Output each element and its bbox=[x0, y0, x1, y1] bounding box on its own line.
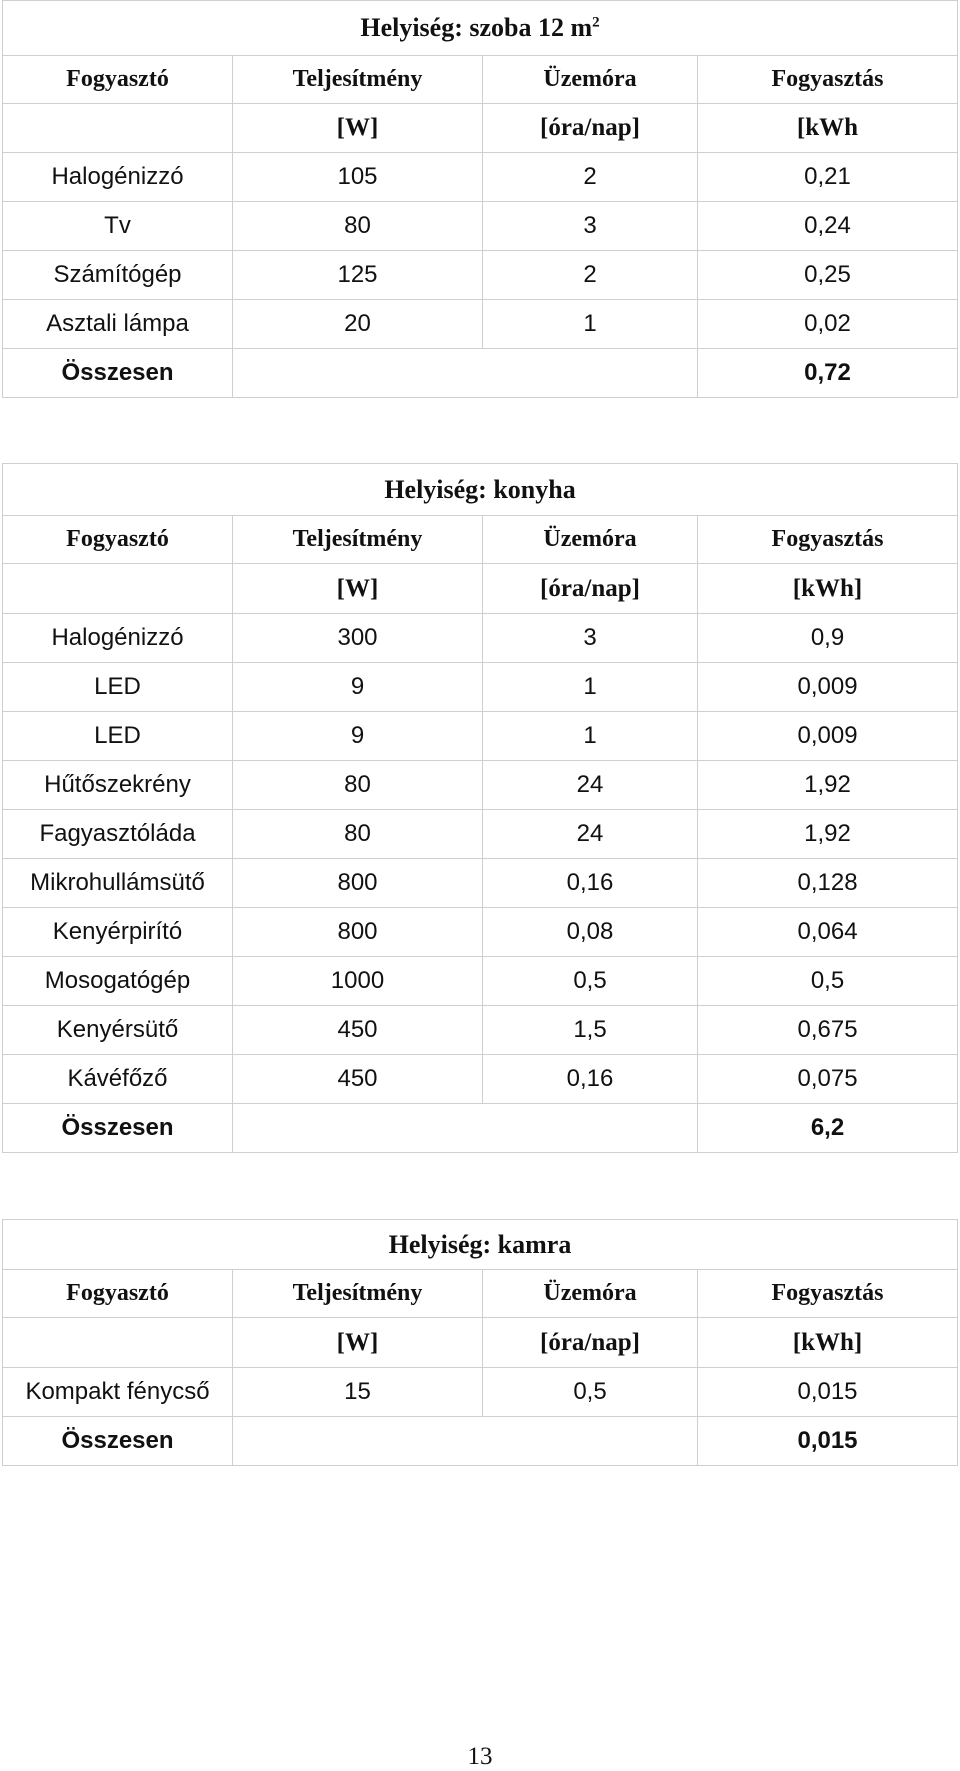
cell-power: 300 bbox=[233, 614, 483, 663]
header-teljesitmeny: Teljesítmény bbox=[233, 1270, 483, 1318]
cell-power: 80 bbox=[233, 761, 483, 810]
header-uzemora: Üzemóra bbox=[483, 516, 698, 564]
header-fogyaszto: Fogyasztó bbox=[3, 56, 233, 104]
unit-empty bbox=[3, 564, 233, 614]
total-value: 0,72 bbox=[698, 349, 958, 398]
header-uzemora: Üzemóra bbox=[483, 1270, 698, 1318]
total-empty bbox=[233, 1417, 698, 1466]
cell-hours: 0,5 bbox=[483, 957, 698, 1006]
table-title: Helyiség: konyha bbox=[3, 464, 958, 516]
cell-hours: 24 bbox=[483, 761, 698, 810]
cell-power: 125 bbox=[233, 251, 483, 300]
cell-consumption: 0,675 bbox=[698, 1006, 958, 1055]
cell-consumption: 0,02 bbox=[698, 300, 958, 349]
cell-power: 80 bbox=[233, 810, 483, 859]
total-label: Összesen bbox=[3, 349, 233, 398]
total-row bbox=[3, 1104, 958, 1153]
unit-kwh: [kWh] bbox=[698, 564, 958, 614]
cell-consumption: 0,24 bbox=[698, 202, 958, 251]
total-value: 6,2 bbox=[698, 1104, 958, 1153]
table-row bbox=[3, 251, 958, 300]
cell-power: 450 bbox=[233, 1055, 483, 1104]
total-label: Összesen bbox=[3, 1417, 233, 1466]
table-row bbox=[3, 810, 958, 859]
total-row bbox=[3, 349, 958, 398]
cell-power: 800 bbox=[233, 859, 483, 908]
table-row bbox=[3, 300, 958, 349]
cell-consumer: Kompakt fénycső bbox=[3, 1368, 233, 1417]
cell-consumption: 0,128 bbox=[698, 859, 958, 908]
table-row bbox=[3, 614, 958, 663]
cell-consumer: Számítógép bbox=[3, 251, 233, 300]
cell-consumption: 0,064 bbox=[698, 908, 958, 957]
unit-ora-nap: [óra/nap] bbox=[483, 564, 698, 614]
unit-empty bbox=[3, 1318, 233, 1368]
cell-hours: 3 bbox=[483, 202, 698, 251]
cell-power: 450 bbox=[233, 1006, 483, 1055]
header-teljesitmeny: Teljesítmény bbox=[233, 56, 483, 104]
cell-power: 9 bbox=[233, 663, 483, 712]
header-fogyasztas: Fogyasztás bbox=[698, 56, 958, 104]
cell-consumption: 1,92 bbox=[698, 810, 958, 859]
cell-hours: 2 bbox=[483, 153, 698, 202]
cell-consumer: Mikrohullámsütő bbox=[3, 859, 233, 908]
table-row bbox=[3, 908, 958, 957]
cell-hours: 3 bbox=[483, 614, 698, 663]
table-row bbox=[3, 1006, 958, 1055]
table-row bbox=[3, 153, 958, 202]
cell-hours: 1 bbox=[483, 300, 698, 349]
header-fogyaszto: Fogyasztó bbox=[3, 516, 233, 564]
header-teljesitmeny: Teljesítmény bbox=[233, 516, 483, 564]
header-fogyasztas: Fogyasztás bbox=[698, 516, 958, 564]
cell-power: 1000 bbox=[233, 957, 483, 1006]
cell-hours: 0,16 bbox=[483, 859, 698, 908]
page-number: 13 bbox=[467, 1743, 493, 1770]
cell-consumer: Kenyérsütő bbox=[3, 1006, 233, 1055]
unit-empty bbox=[3, 104, 233, 153]
total-label: Összesen bbox=[3, 1104, 233, 1153]
cell-hours: 24 bbox=[483, 810, 698, 859]
cell-consumer: Fagyasztóláda bbox=[3, 810, 233, 859]
cell-hours: 0,08 bbox=[483, 908, 698, 957]
header-fogyaszto: Fogyasztó bbox=[3, 1270, 233, 1318]
cell-consumer: Kenyérpirító bbox=[3, 908, 233, 957]
room-table-konyha bbox=[2, 463, 958, 1153]
cell-consumer: Hűtőszekrény bbox=[3, 761, 233, 810]
table-row bbox=[3, 859, 958, 908]
unit-kwh: [kWh bbox=[698, 104, 958, 153]
cell-consumer: LED bbox=[3, 712, 233, 761]
unit-ora-nap: [óra/nap] bbox=[483, 1318, 698, 1368]
cell-consumption: 0,5 bbox=[698, 957, 958, 1006]
table-row bbox=[3, 957, 958, 1006]
cell-consumption: 0,25 bbox=[698, 251, 958, 300]
total-row bbox=[3, 1417, 958, 1466]
table-row bbox=[3, 1368, 958, 1417]
cell-consumption: 0,9 bbox=[698, 614, 958, 663]
table-title: Helyiség: szoba 12 $m^2$ bbox=[3, 1, 958, 56]
cell-hours: 1 bbox=[483, 663, 698, 712]
cell-consumer: Asztali lámpa bbox=[3, 300, 233, 349]
cell-hours: 2 bbox=[483, 251, 698, 300]
room-table-kamra bbox=[2, 1219, 958, 1466]
cell-consumer: Tv bbox=[3, 202, 233, 251]
table-row bbox=[3, 202, 958, 251]
table-row bbox=[3, 761, 958, 810]
table-row bbox=[3, 712, 958, 761]
cell-hours: 1 bbox=[483, 712, 698, 761]
table-title: Helyiség: kamra bbox=[3, 1220, 958, 1270]
total-value: 0,015 bbox=[698, 1417, 958, 1466]
cell-consumption: 0,015 bbox=[698, 1368, 958, 1417]
cell-power: 105 bbox=[233, 153, 483, 202]
cell-power: 9 bbox=[233, 712, 483, 761]
total-empty bbox=[233, 349, 698, 398]
cell-power: 20 bbox=[233, 300, 483, 349]
table-row bbox=[3, 1055, 958, 1104]
cell-consumption: 0,075 bbox=[698, 1055, 958, 1104]
cell-consumption: 0,009 bbox=[698, 712, 958, 761]
cell-consumer: Mosogatógép bbox=[3, 957, 233, 1006]
cell-consumption: 0,21 bbox=[698, 153, 958, 202]
table-row bbox=[3, 663, 958, 712]
cell-hours: 0,5 bbox=[483, 1368, 698, 1417]
header-fogyasztas: Fogyasztás bbox=[698, 1270, 958, 1318]
title-superscript: 2 bbox=[592, 14, 600, 31]
unit-w: [W] bbox=[233, 1318, 483, 1368]
unit-ora-nap: [óra/nap] bbox=[483, 104, 698, 153]
cell-consumer: Halogénizzó bbox=[3, 614, 233, 663]
header-uzemora: Üzemóra bbox=[483, 56, 698, 104]
cell-hours: 1,5 bbox=[483, 1006, 698, 1055]
unit-kwh: [kWh] bbox=[698, 1318, 958, 1368]
cell-power: 15 bbox=[233, 1368, 483, 1417]
cell-consumer: LED bbox=[3, 663, 233, 712]
cell-consumption: 1,92 bbox=[698, 761, 958, 810]
unit-w: [W] bbox=[233, 564, 483, 614]
cell-hours: 0,16 bbox=[483, 1055, 698, 1104]
cell-consumption: 0,009 bbox=[698, 663, 958, 712]
cell-power: 80 bbox=[233, 202, 483, 251]
total-empty bbox=[233, 1104, 698, 1153]
cell-consumer: Halogénizzó bbox=[3, 153, 233, 202]
unit-w: [W] bbox=[233, 104, 483, 153]
cell-consumer: Kávéfőző bbox=[3, 1055, 233, 1104]
cell-power: 800 bbox=[233, 908, 483, 957]
room-table-szoba bbox=[2, 0, 958, 398]
